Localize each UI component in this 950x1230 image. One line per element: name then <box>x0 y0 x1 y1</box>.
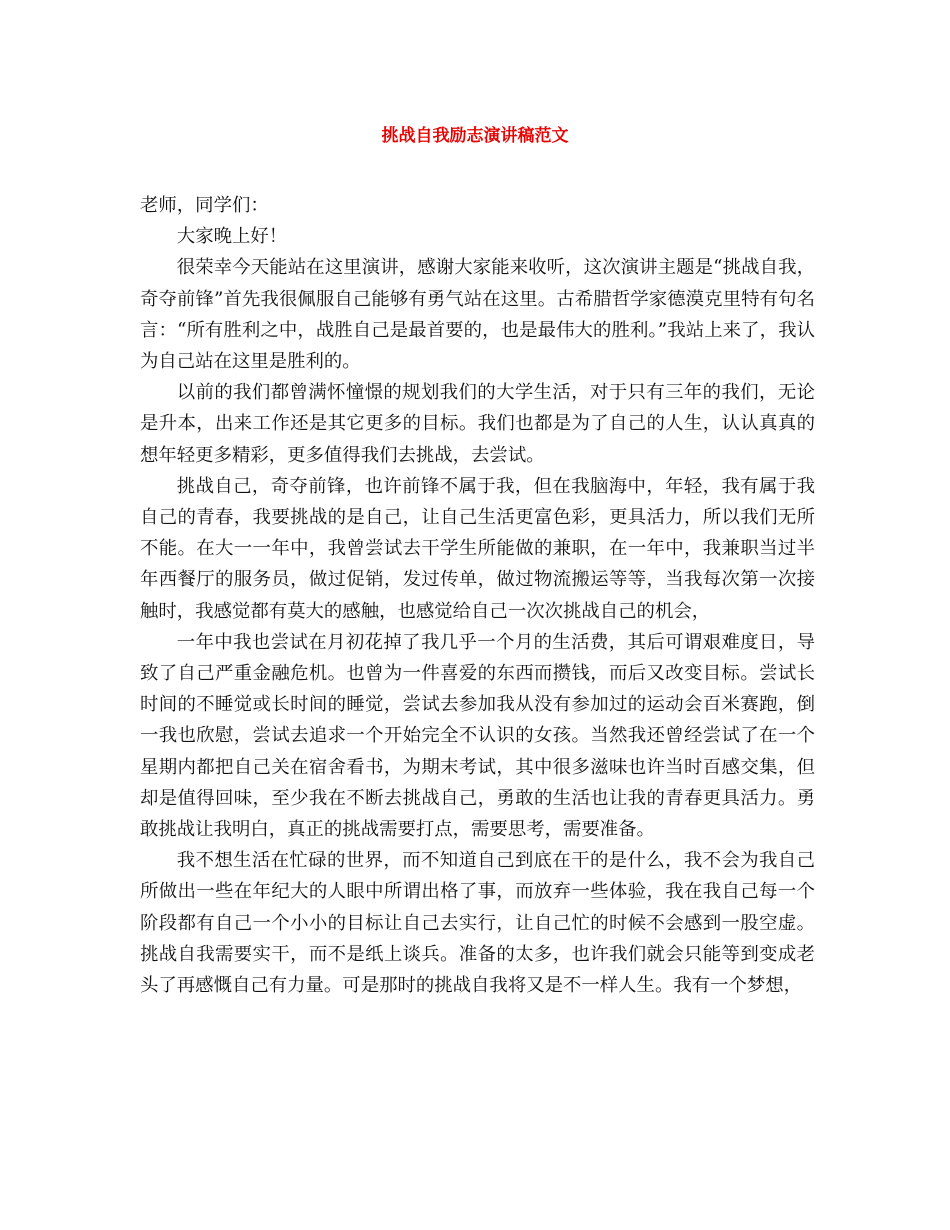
paragraph-1: 很荣幸今天能站在这里演讲，感谢大家能来收听，这次演讲主题是“挑战自我，奇夺前锋”首先我很佩服自己能够有勇气站在这里。古希腊哲学家德漠克里特有句名言：“所有胜利之中，战胜自己是最首要的，也是最伟大的胜利。”我站上来了，我认为自己站在这里是胜利的。 <box>140 257 815 373</box>
paragraph-5: 我不想生活在忙碌的世界，而不知道自己到底在干的是什么，我不会为我自己所做出一些在年纪大的人眼中所谓出格了事，而放弃一些体验，我在我自己每一个阶段都有自己一个小小的目标让自己去实行，让自己忙的时候不会感到一股空虚。挑战自我需要实干，而不是纸上谈兵。准备的太多，也许我们就会只能等到变成老头了再感慨自己有力量。可是那时的挑战自我将又是不一样人生。我有一个梦想， <box>140 850 815 997</box>
paragraph-2: 以前的我们都曾满怀憧憬的规划我们的大学生活，对于只有三年的我们，无论是升本，出来工作还是其它更多的目标。我们也都是为了自己的人生，认认真真的想年轻更多精彩，更多值得我们去挑战，去尝试。 <box>140 382 815 466</box>
document-title: 挑战自我励志演讲稿范文 <box>381 126 569 146</box>
salutation: 老师，同学们： <box>140 195 269 216</box>
paragraph-greeting: 大家晚上好！ <box>176 226 288 248</box>
paragraph-4: 一年中我也尝试在月初花掉了我几乎一个月的生活费，其后可谓艰难度日，导致了自己严重金融危机。也曾为一件喜爱的东西而攒钱，而后又改变目标。尝试长时间的不睡觉或长时间的睡觉，尝试去参加我从没有参加过的运动会百米赛跑，倒一我也欣慰，尝试去追求一个开始完全不认识的女孩。当然我还曾经尝试了在一个星期内都把自己关在宿舍看书，为期末考试，其中很多滋味也许当时百感交集，但却是值得回味，至少我在不断去挑战自己，勇敢的生活也让我的青春更具活力。勇敢挑战让我明白，真正的挑战需要打点，需要思考，需要准备。 <box>140 631 815 841</box>
paragraph-3: 挑战自己，奇夺前锋，也许前锋不属于我，但在我脑海中，年轻，我有属于我自己的青春，我要挑战的是自己，让自己生活更富色彩，更具活力，所以我们无所不能。在大一一年中，我曾尝试去干学生所能做的兼职，在一年中，我兼职当过半年西餐厅的服务员，做过促销，发过传单，做过物流搬运等等，当我每次第一次接触时，我感觉都有莫大的感触，也感觉给自己一次次挑战自己的机会， <box>140 475 815 622</box>
document-body <box>140 190 815 1001</box>
